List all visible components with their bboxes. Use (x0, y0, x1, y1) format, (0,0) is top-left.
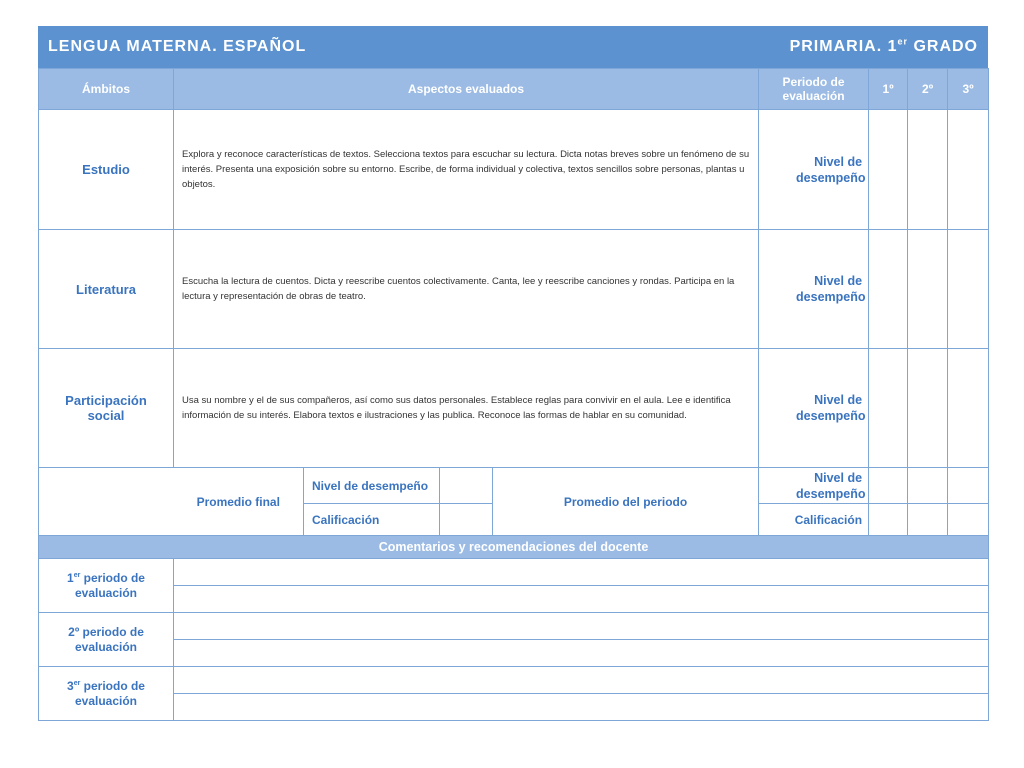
grade-cell-2[interactable] (908, 230, 948, 349)
nivel-estudio: Nivel de desempeño (759, 110, 869, 230)
calificacion-right: Calificación (759, 504, 869, 536)
promedio-final-label: Promedio final (174, 468, 304, 536)
col-p2: 2º (908, 69, 948, 110)
promedio-calif-cell-3[interactable] (948, 504, 989, 536)
report-card (38, 26, 988, 721)
comment-row (39, 667, 989, 694)
subject-title: LENGUA MATERNA. ESPAÑOL (48, 38, 307, 55)
table-row (39, 110, 989, 230)
table-row (39, 230, 989, 349)
grade-cell-2[interactable] (908, 349, 948, 468)
column-header-row (39, 69, 989, 110)
comments-header-row (39, 536, 989, 559)
col-ambitos: Ámbitos (39, 69, 174, 110)
promedio-periodo-label: Promedio del periodo (493, 468, 759, 536)
comment-line[interactable] (174, 613, 989, 640)
aspectos-estudio: Explora y reconoce características de textos. Selecciona textos para escuchar su lectura. Dicta notas breves sobre un fenómeno de su interés. Presenta una exposición sobre su entorno. Escribe, de forma individual y colectiva, textos sencillos sobre personas, plantas u objetos. (174, 110, 759, 230)
col-periodo: Periodo de evaluación (759, 69, 869, 110)
promedio-calif-cell-1[interactable] (869, 504, 908, 536)
grade-cell-3[interactable] (948, 110, 989, 230)
nivel-participacion: Nivel de desempeño (759, 349, 869, 468)
calificacion-label: Calificación (304, 504, 440, 536)
comment-line[interactable] (174, 694, 989, 721)
summary-row-nivel (39, 468, 989, 504)
promedio-final-calificacion-cell[interactable] (440, 504, 493, 536)
ambito-estudio: Estudio (39, 110, 174, 230)
summary-blank (39, 468, 174, 536)
promedio-final-nivel-cell[interactable] (440, 468, 493, 504)
nivel-literatura: Nivel de desempeño (759, 230, 869, 349)
header-bar (38, 26, 988, 68)
comment-row (39, 586, 989, 613)
aspectos-literatura: Escucha la lectura de cuentos. Dicta y reescribe cuentos colectivamente. Canta, lee y reescribe canciones y rondas. Participa en la lectura y representación de obras de teatro. (174, 230, 759, 349)
grade-cell-3[interactable] (948, 230, 989, 349)
grade-cell-1[interactable] (869, 230, 908, 349)
grade-cell-1[interactable] (869, 349, 908, 468)
period-2-label: 2º periodo de evaluación (39, 613, 174, 667)
comment-row (39, 613, 989, 640)
comment-row (39, 640, 989, 667)
ambito-participacion: Participación social (39, 349, 174, 468)
promedio-nivel-cell-3[interactable] (948, 468, 989, 504)
nivel-desempeno-label: Nivel de desempeño (304, 468, 440, 504)
comment-row (39, 559, 989, 586)
promedio-nivel-cell-2[interactable] (908, 468, 948, 504)
comment-line[interactable] (174, 640, 989, 667)
col-p3: 3º (948, 69, 989, 110)
grade-cell-1[interactable] (869, 110, 908, 230)
comment-line[interactable] (174, 586, 989, 613)
promedio-nivel-cell-1[interactable] (869, 468, 908, 504)
grade-title: PRIMARIA. 1er GRADO (789, 36, 978, 55)
grade-cell-2[interactable] (908, 110, 948, 230)
nivel-desempeno-right: Nivel de desempeño (759, 468, 869, 504)
col-aspectos: Aspectos evaluados (174, 69, 759, 110)
ambito-literatura: Literatura (39, 230, 174, 349)
comment-line[interactable] (174, 667, 989, 694)
comment-line[interactable] (174, 559, 989, 586)
comments-title: Comentarios y recomendaciones del docente (39, 536, 989, 559)
aspectos-participacion: Usa su nombre y el de sus compañeros, así como sus datos personales. Establece reglas para convivir en el aula. Lee e identifica información de su interés. Elabora textos e ilustraciones y las publica. Reconoce las formas de hablar en su comunidad. (174, 349, 759, 468)
period-3-label: 3er periodo de evaluación (39, 667, 174, 721)
grade-cell-3[interactable] (948, 349, 989, 468)
promedio-calif-cell-2[interactable] (908, 504, 948, 536)
comment-row (39, 694, 989, 721)
col-p1: 1º (869, 69, 908, 110)
period-1-label: 1er periodo de evaluación (39, 559, 174, 613)
evaluation-table (38, 68, 989, 721)
table-row (39, 349, 989, 468)
